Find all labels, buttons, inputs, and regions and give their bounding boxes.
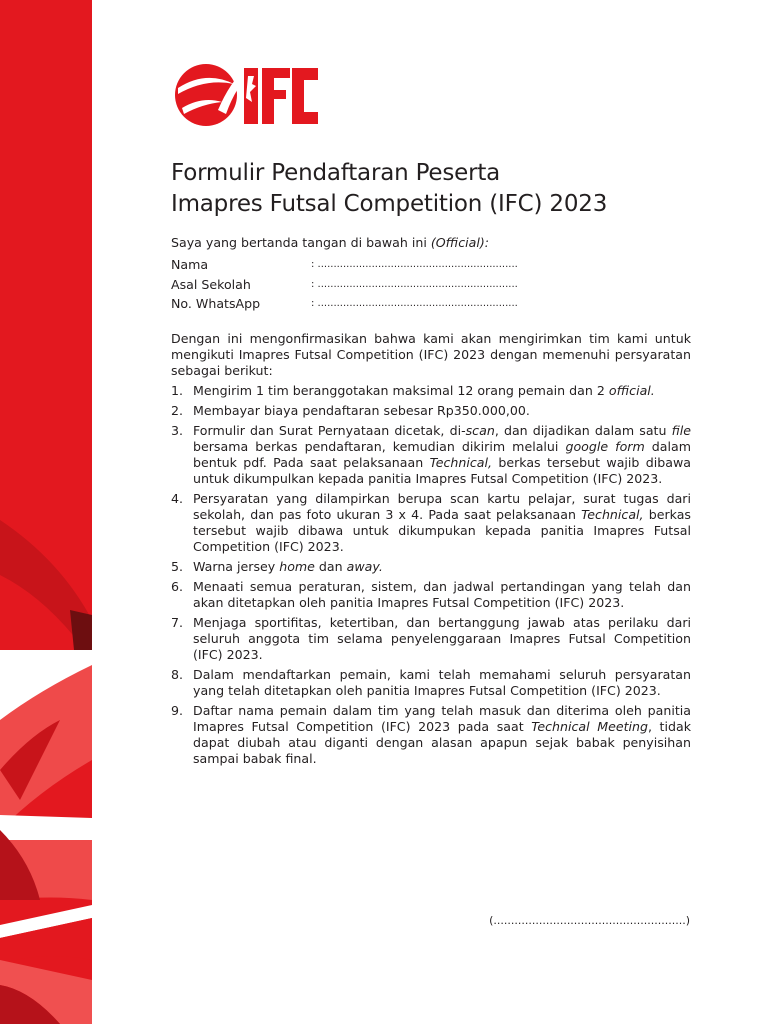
requirement-text-segment: Mengirim 1 tim beranggotakan maksimal 12 orang pemain dan 2 xyxy=(193,383,609,398)
requirement-text-italic: Technical, xyxy=(581,507,644,522)
intro-statement: Saya yang bertanda tangan di bawah ini xyxy=(171,235,431,250)
requirement-text-segment: , tidak dapat diubah atau diganti dengan alasan apapun sejak babak penyisihan sampai babak final. xyxy=(193,719,691,766)
field-label-whatsapp: No. WhatsApp xyxy=(171,296,261,311)
requirement-number: 1. xyxy=(171,383,184,398)
requirement-text-segment: Formulir dan Surat Pernyataan dicetak, di- xyxy=(193,423,466,438)
requirement-text-italic: Technical Meeting xyxy=(531,719,648,734)
requirement-text-segment: Persyaratan yang dilampirkan berupa scan kartu pelajar, surat tugas dari sekolah, dan pas foto ukuran 3 x 4. Pada saat pelaksanaan xyxy=(193,491,691,522)
requirement-text xyxy=(193,579,691,611)
requirement-text-italic: scan xyxy=(465,423,495,438)
requirement-text xyxy=(193,423,691,487)
confirmation-paragraph: Dengan ini mengonfirmasikan bahwa kami akan mengirimkan tim kami untuk mengikuti Imapres Futsal Competition (IFC) 2023 dengan memenuhi persyaratan sebagai berikut: xyxy=(171,331,691,378)
requirement-text-italic: away. xyxy=(346,559,383,574)
requirement-text-segment: dalam bentuk pdf. Pada saat pelaksanaan xyxy=(193,439,692,470)
requirement-number: 2. xyxy=(171,403,184,418)
requirement-text-segment: Menjaga sportifitas, ketertiban, dan bertanggung jawab atas perilaku dari seluruh anggota tim selama penyelenggaraan Imapres Futsal Competition (IFC) 2023. xyxy=(193,615,691,662)
requirement-number: 7. xyxy=(171,615,184,630)
requirement-text-italic: file xyxy=(671,423,691,438)
requirement-text xyxy=(193,403,691,419)
requirement-text-segment: berkas tersebut wajib dibawa untuk dikumpulkan kepada panitia Imapres Futsal Competition (IFC) 2023. xyxy=(193,455,692,486)
official-label: (Official): xyxy=(430,235,490,250)
requirement-text xyxy=(193,667,691,699)
requirement-item xyxy=(171,559,691,575)
signature-line: (.......................................................) xyxy=(489,914,690,927)
field-value-whatsapp[interactable]: : ............................................................... xyxy=(311,298,518,309)
requirement-text-segment: berkas tersebut wajib dibawa untuk dikumpukan kepada panitia Imapres Futsal Competition (IFC) 2023. xyxy=(193,507,691,554)
decorative-sidebar xyxy=(0,0,92,1024)
field-label-nama: Nama xyxy=(171,257,209,272)
field-row-nama xyxy=(171,257,518,277)
requirement-number: 6. xyxy=(171,579,184,594)
intro-text xyxy=(171,235,489,251)
field-row-whatsapp xyxy=(171,296,518,316)
requirement-text-segment: Membayar biaya pendaftaran sebesar Rp350.000,00. xyxy=(193,403,530,418)
requirement-number: 8. xyxy=(171,667,184,682)
field-row-asal-sekolah xyxy=(171,277,518,297)
requirement-text-italic: home xyxy=(279,559,315,574)
requirement-text-segment: Daftar nama pemain dalam tim yang telah masuk dan diterima oleh panitia Imapres Futsal Competition (IFC) 2023 pada saat xyxy=(193,703,691,734)
requirement-item xyxy=(171,423,691,487)
requirement-text-italic: google form xyxy=(565,439,645,454)
ifc-logo xyxy=(172,62,322,128)
requirement-item xyxy=(171,703,691,767)
requirement-text-segment: Dalam mendaftarkan pemain, kami telah memahami seluruh persyaratan yang telah ditetapkan oleh panitia Imapres Futsal Competition (IFC) 2023. xyxy=(193,667,691,698)
requirement-text xyxy=(193,383,691,399)
requirement-number: 3. xyxy=(171,423,184,438)
requirements-list xyxy=(171,383,691,771)
requirement-text-italic: official. xyxy=(608,383,655,398)
requirement-item xyxy=(171,383,691,399)
requirement-text-segment: Menaati semua peraturan, sistem, dan jadwal pertandingan yang telah dan akan ditetapkan oleh panitia Imapres Futsal Competition (IFC) 2023. xyxy=(193,579,691,610)
official-info-fields xyxy=(171,257,518,316)
requirement-text xyxy=(193,703,691,767)
requirement-item xyxy=(171,579,691,611)
field-value-asal-sekolah[interactable]: : ............................................................... xyxy=(311,278,518,290)
requirement-text-segment: dan xyxy=(314,559,347,574)
form-title-line-1: Formulir Pendaftaran Peserta xyxy=(171,160,501,186)
field-value-nama[interactable]: : ............................................................... xyxy=(311,259,518,270)
requirement-text xyxy=(193,615,691,663)
requirement-text-segment: bersama berkas pendaftaran, kemudian dikirim melalui xyxy=(193,439,566,454)
requirement-item xyxy=(171,667,691,699)
requirement-text-segment: Warna jersey xyxy=(193,559,280,574)
requirement-text-italic: Technical, xyxy=(429,455,492,470)
requirement-number: 4. xyxy=(171,491,184,506)
requirement-number: 5. xyxy=(171,559,184,574)
form-title-line-2: Imapres Futsal Competition (IFC) 2023 xyxy=(171,191,608,217)
requirement-number: 9. xyxy=(171,703,184,718)
requirement-text xyxy=(193,559,691,575)
requirement-item xyxy=(171,403,691,419)
requirement-text xyxy=(193,491,691,555)
field-label-asal-sekolah: Asal Sekolah xyxy=(171,276,251,292)
requirement-item xyxy=(171,615,691,663)
requirement-item xyxy=(171,491,691,555)
requirement-text-segment: , dan dijadikan dalam satu xyxy=(494,423,672,438)
